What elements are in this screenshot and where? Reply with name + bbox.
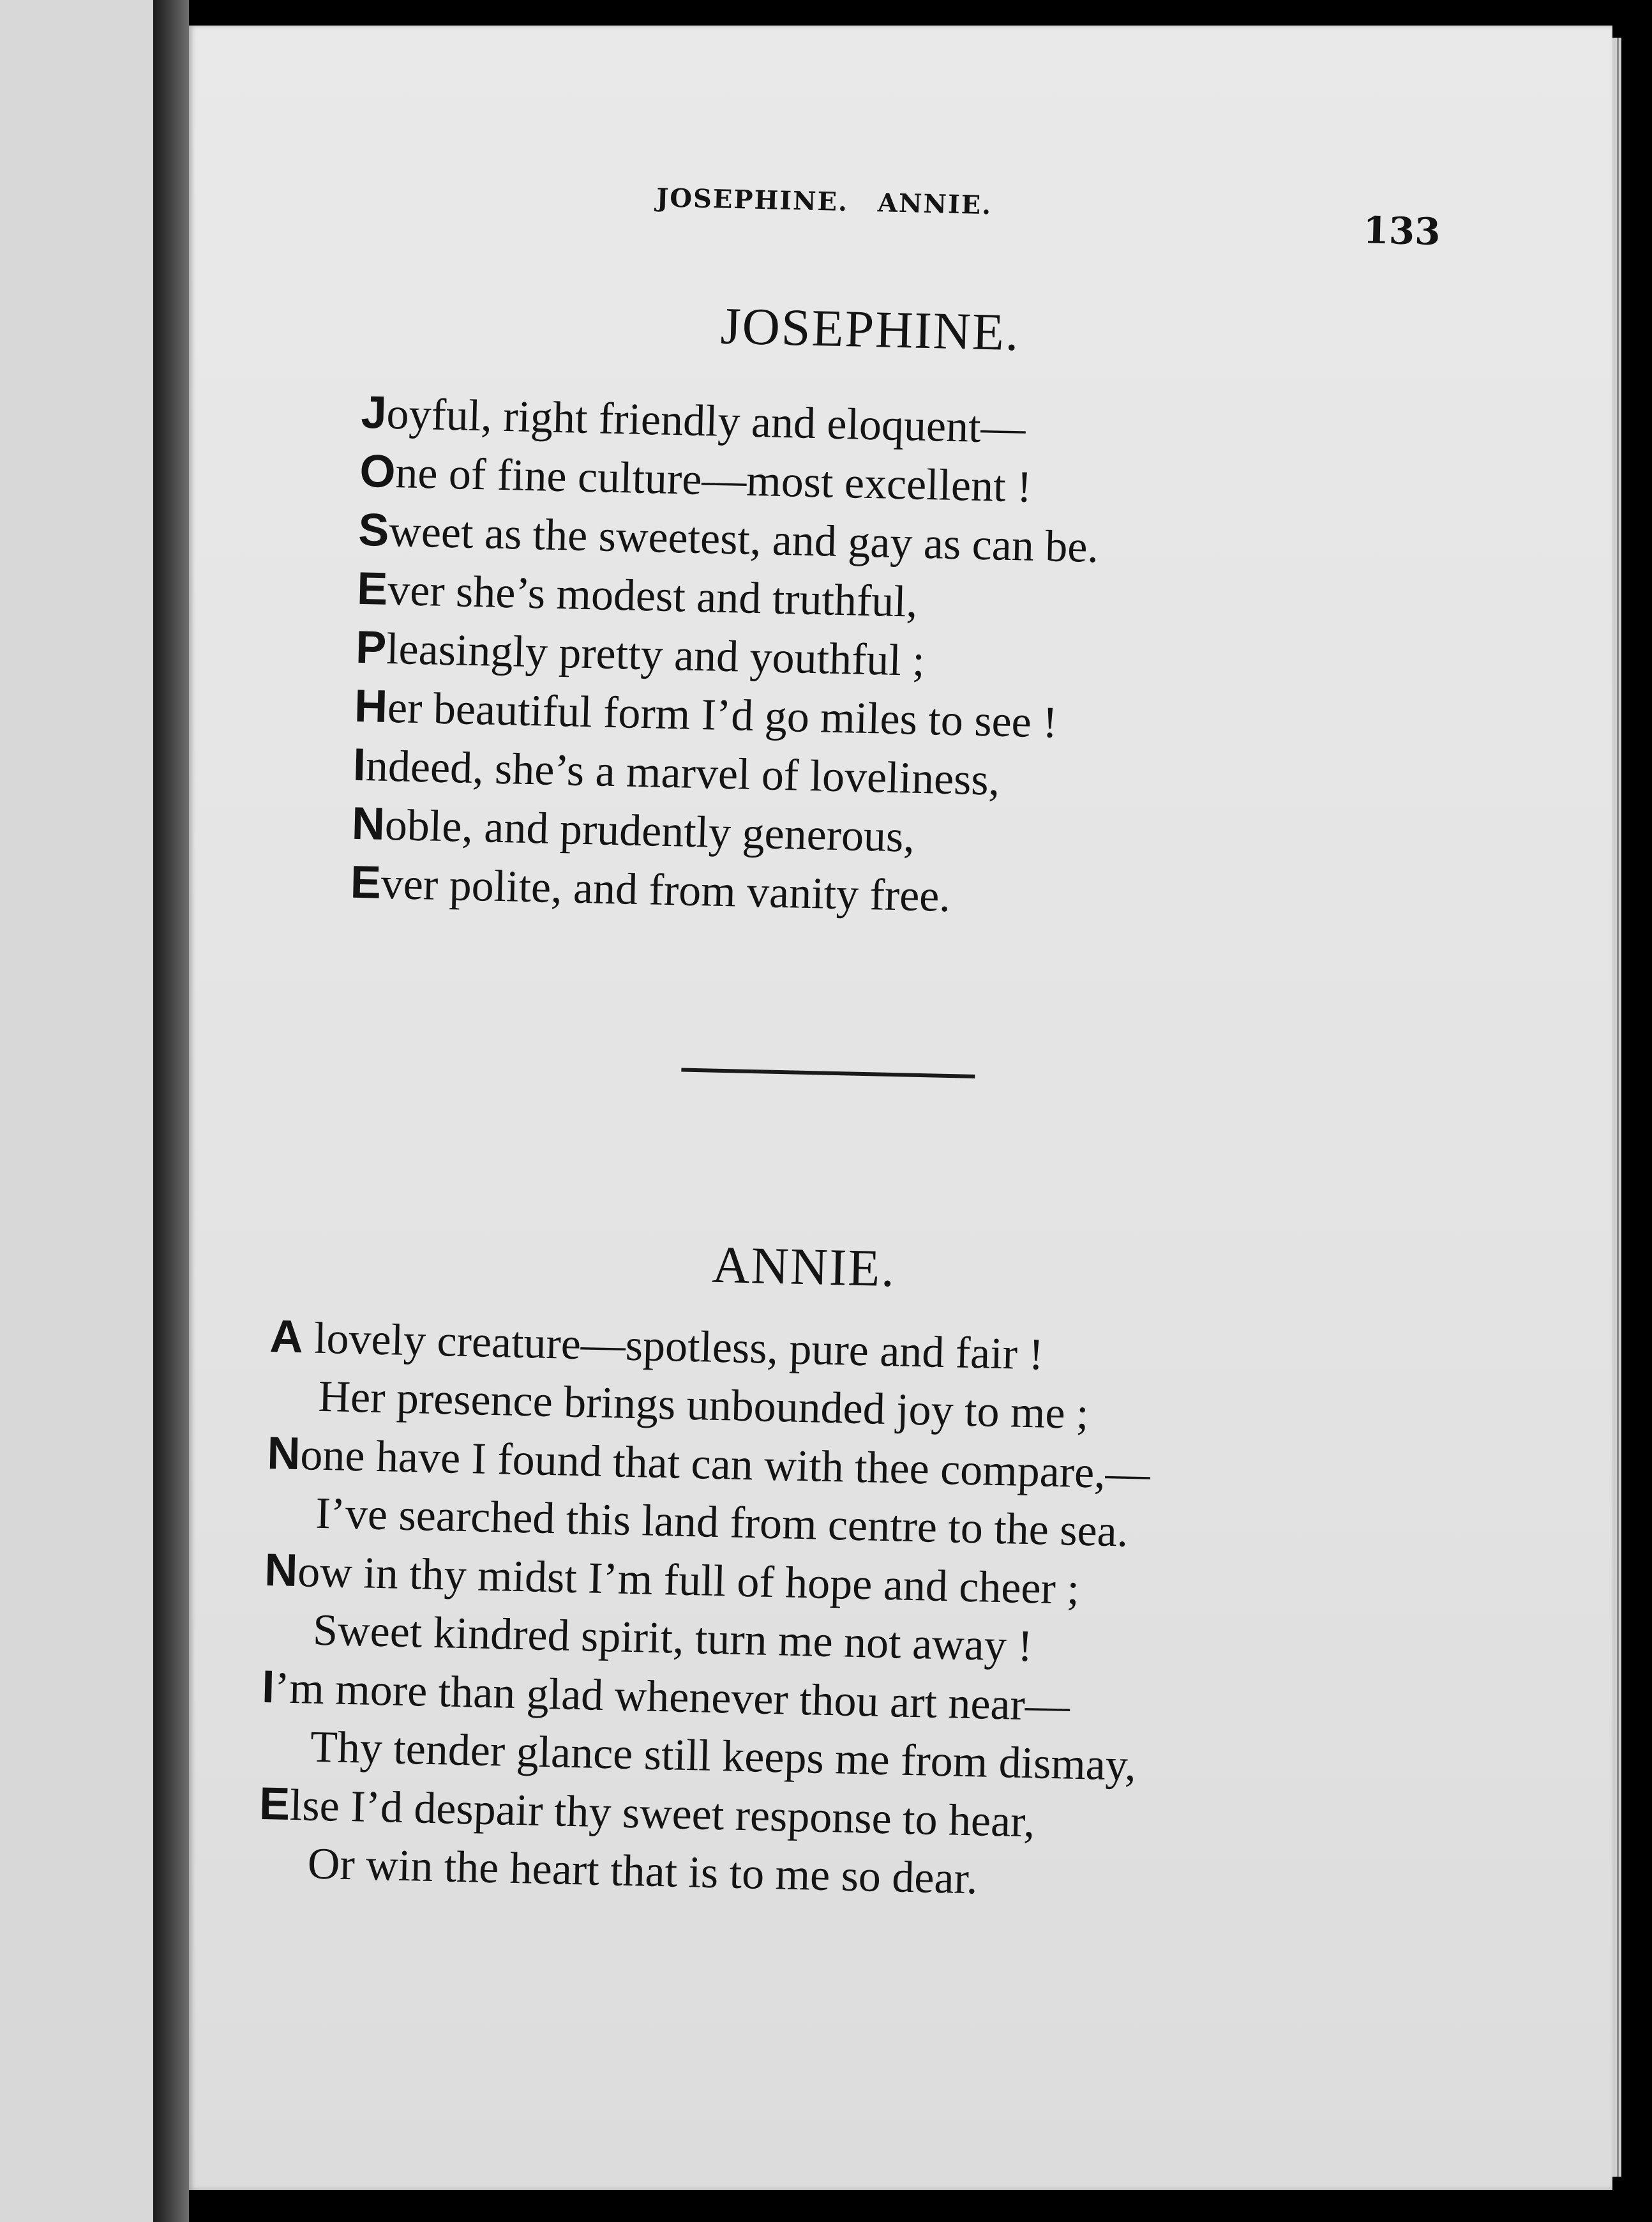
line-text: ne of fine culture—most excellent ! xyxy=(394,448,1033,512)
line-text: ver she’s modest and truthful, xyxy=(387,565,919,627)
page-content xyxy=(165,10,1637,2206)
line-text: ndeed, she’s a marvel of loveliness, xyxy=(365,741,1001,805)
line-text: ’m more than glad whenever thou art near— xyxy=(274,1663,1070,1731)
acrostic-initial: H xyxy=(354,680,389,732)
line-text: er beautiful form I’d go miles to see ! xyxy=(387,683,1058,748)
acrostic-initial: E xyxy=(356,563,389,615)
poem-josephine xyxy=(350,384,1102,929)
poem-title-josephine: JOSEPHINE. xyxy=(719,296,1021,362)
line-text: oble, and prudently generous, xyxy=(384,800,915,862)
line-text: Her presence brings unbounded joy to me ; xyxy=(317,1372,1090,1439)
line-text: weet as the sweetest, and gay as can be. xyxy=(388,506,1099,573)
acrostic-initial: P xyxy=(355,621,387,674)
line-text: ver polite, and from vanity free. xyxy=(380,859,951,922)
line-text: one have I found that can with thee compare,— xyxy=(299,1430,1151,1499)
acrostic-initial: O xyxy=(359,445,396,498)
acrostic-initial: A xyxy=(269,1311,304,1363)
running-head: JOSEPHINE. ANNIE. xyxy=(656,183,993,221)
facing-page-edge xyxy=(0,0,153,2222)
acrostic-initial: E xyxy=(259,1778,291,1830)
line-text: lse I’d despair thy sweet response to hear, xyxy=(289,1780,1036,1847)
line-text: lovely creature—spotless, pure and fair ! xyxy=(302,1313,1044,1380)
line-text: leasingly pretty and youthful ; xyxy=(386,624,926,686)
acrostic-initial: I xyxy=(261,1661,276,1713)
poem-annie xyxy=(257,1308,1153,1912)
acrostic-initial: I xyxy=(352,739,367,791)
page-number: 133 xyxy=(1362,208,1441,254)
acrostic-initial: E xyxy=(350,856,382,909)
acrostic-initial: J xyxy=(360,386,387,439)
line-text: Thy tender glance still keeps me from dismay, xyxy=(310,1722,1137,1790)
acrostic-initial: N xyxy=(264,1544,299,1597)
acrostic-initial: S xyxy=(357,504,390,556)
section-divider xyxy=(681,1068,975,1078)
line-text: I’ve searched this land from centre to the sea. xyxy=(315,1488,1129,1557)
line-text: ow in thy midst I’m full of hope and cheer ; xyxy=(297,1547,1080,1614)
book-page xyxy=(189,26,1612,2190)
line-text: Sweet kindred spirit, turn me not away ! xyxy=(312,1605,1033,1672)
acrostic-initial: N xyxy=(266,1427,301,1480)
poem-title-annie: ANNIE. xyxy=(711,1235,896,1298)
line-text: Or win the heart that is to me so dear. xyxy=(307,1839,979,1904)
line-text: oyful, right friendly and eloquent— xyxy=(386,389,1026,453)
acrostic-initial: N xyxy=(351,797,386,850)
